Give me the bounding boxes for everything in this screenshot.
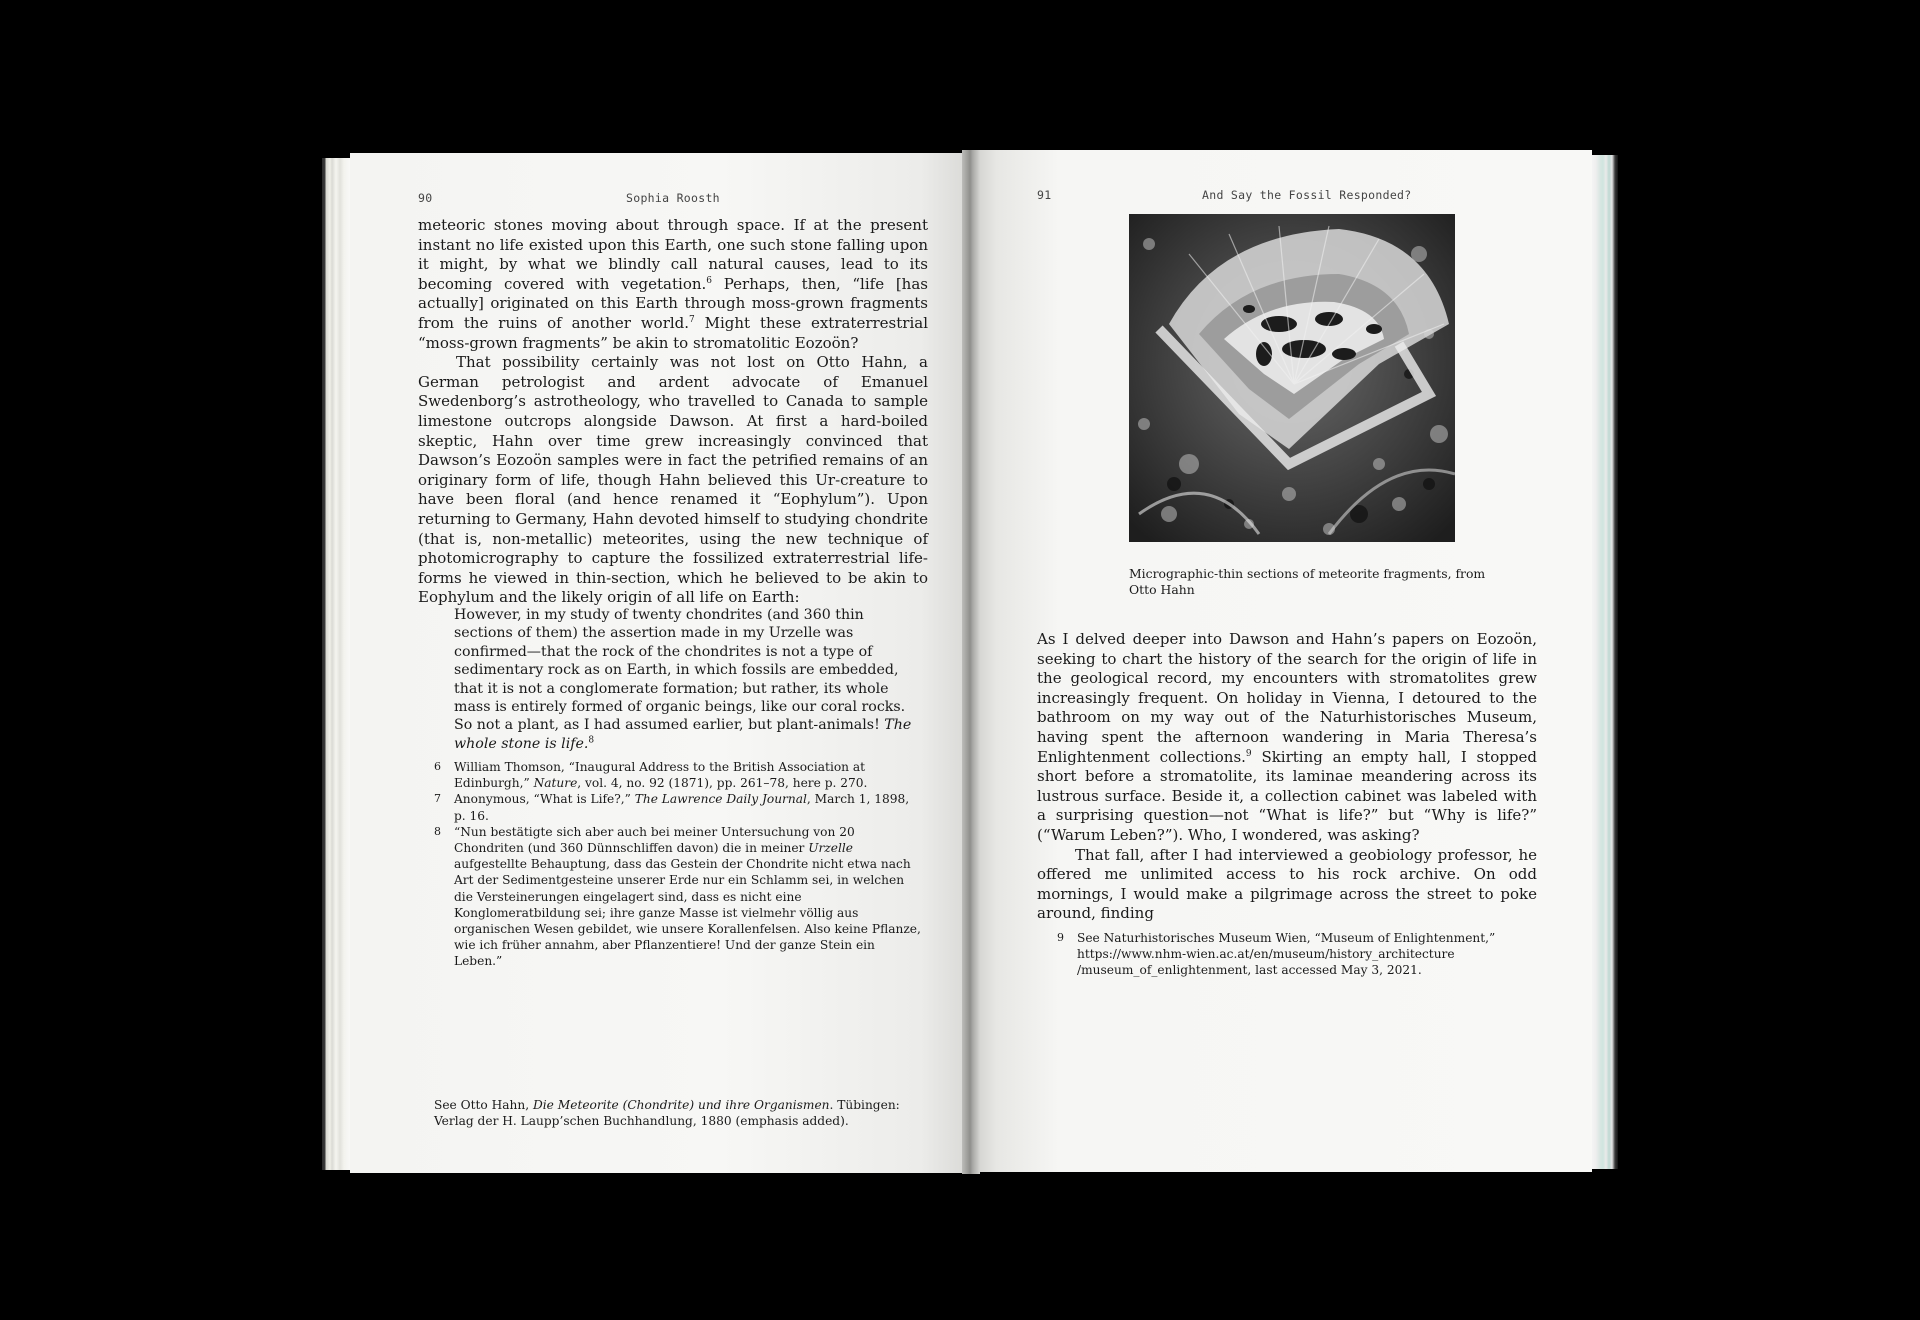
page-number: 91 — [1037, 188, 1052, 202]
footnotes — [1057, 930, 1497, 979]
footnote-ref: 8 — [588, 735, 595, 746]
footnote: 9 See Naturhistorisches Museum Wien, “Museum of Enlightenment,” https://www.nhm-wien.ac.at/en/museum/history_architecture /museum_of_enlightenment, last accessed May 3, 2021. — [1057, 931, 1496, 978]
page-number: 90 — [418, 191, 433, 205]
running-head: Sophia Roosth — [626, 191, 720, 205]
body-text — [1037, 630, 1537, 924]
block-quote: However, in my study of twenty chondrites (and 360 thin sections of them) the assertion made in my Urzelle was confirmed—that the rock of the chondrites is not a type of sedimentary rock as on Earth, in which fossils are embedded, that it is not a conglomerate formation; but rather, its whole mass is entirely formed of organic beings, like our coral rocks. So not a plant, as I had assumed earlier, but plant-animals! The whole stone is life.$^8$ — [454, 607, 912, 752]
right-page-edges — [1590, 155, 1618, 1169]
footnote: 6 William Thomson, “Inaugural Address to the British Association at Edinburgh,” Nature, vol. 4, no. 92 (1871), pp. 261–78, here p. 270. — [434, 760, 868, 791]
paragraph: As I delved deeper into Dawson and Hahn’s papers on Eozoön, seeking to chart the history of the search for the origin of life in the geological record, my encounters with stromatolites grew increasingly frequent. On holiday in Vienna, I detoured to the bathroom on my way out of the Naturhistorisches Museum, having spent the afternoon wandering in Maria Theresa’s Enlightenment collections.$^9$ Skirting an empty hall, I stopped short before a stromatolite, its laminae meandering across its lustrous surface. Beside it, a collection cabinet was labeled with a surprising question—not “What is life?” but “Why is life?” (“Warum Leben?”). Who, I wondered, was asking? — [1037, 630, 1537, 844]
footnote-ref: 9 — [1245, 748, 1252, 759]
paragraph: That possibility certainly was not lost on Otto Hahn, a German petrologist and ardent advocate of Emanuel Swedenborg’s astrotheology, who travelled to Canada to sample limestone outcrops alongside Dawson. At first a hard-boiled skeptic, Hahn over time grew increasingly convinced that Dawson’s Eozoön samples were in fact the petrified remains of an originary form of life, though Hahn believed this Ur-creature to have been floral (and hence renamed it “Eophylum”). Upon returning to Germany, Hahn devoted himself to studying chondrite (that is, non-metallic) meteorites, using the new technique of photomicrography to capture the fossilized extraterrestrial life-forms he viewed in thin-section, which he believed to be akin to Eophylum and the likely origin of all life on Earth: — [418, 353, 928, 607]
meteorite-micrograph — [1129, 214, 1455, 542]
paragraph: That fall, after I had interviewed a geobiology professor, he offered me unlimited access to his rock archive. On odd mornings, I would make a pilgrimage across the street to poke around, finding — [1037, 845, 1537, 923]
right-page — [972, 150, 1592, 1172]
footnote: 8 “Nun bestätigte sich aber auch bei meiner Untersuchung von 20 Chondriten (und 360 Dünnschliffen davon) die in meiner Urzelle aufgestellte Behauptung, dass das Gestein der Chondrite nicht etwa nach Art der Sedimentgesteine unserer Erde nur ein Schlamm sei, in welchen die Versteinerungen eingelagert sind, dass es nicht eine Konglomeratbildung sei; ihre ganze Masse ist vielmehr völlig aus organischen Wesen gebildet, wie unsere Korallenfelsen. Also keine Pflanze, wie ich früher annahm, aber Pflanzentiere! Und der ganze Stein ein Leben.” — [434, 824, 921, 969]
book-gutter — [962, 150, 980, 1174]
footnotes — [434, 759, 924, 970]
footnote-ref: 7 — [689, 314, 695, 325]
left-page-edges — [322, 158, 352, 1170]
footnote: 7 Anonymous, “What is Life?,” The Lawrence Daily Journal, March 1, 1898, p. 16. — [434, 792, 910, 823]
footnote-citation: See Otto Hahn, Die Meteorite (Chondrite) und ihre Organismen. Tübingen: Verlag der H. Laupp’schen Buchhandlung, 1880 (emphasis added). — [434, 1098, 900, 1129]
body-text — [418, 216, 928, 608]
running-head: And Say the Fossil Responded? — [1202, 188, 1412, 202]
micrograph-image — [1129, 214, 1455, 542]
left-page — [350, 153, 970, 1173]
paragraph: meteoric stones moving about through space. If at the present instant no life existed upon this Earth, one such stone falling upon it might, by what we blindly call natural causes, lead to its becoming covered with vegetation.$^6$ Perhaps, then, “life [has actually] originated on this Earth through moss-grown fragments from the ruins of another world.$^7$ Might these extraterrestrial “moss-grown fragments” be akin to stromatolitic Eozoön? — [418, 216, 928, 352]
footnote-ref: 6 — [706, 275, 713, 286]
figure-caption: Micrographic-thin sections of meteorite fragments, from Otto Hahn — [1129, 566, 1486, 597]
